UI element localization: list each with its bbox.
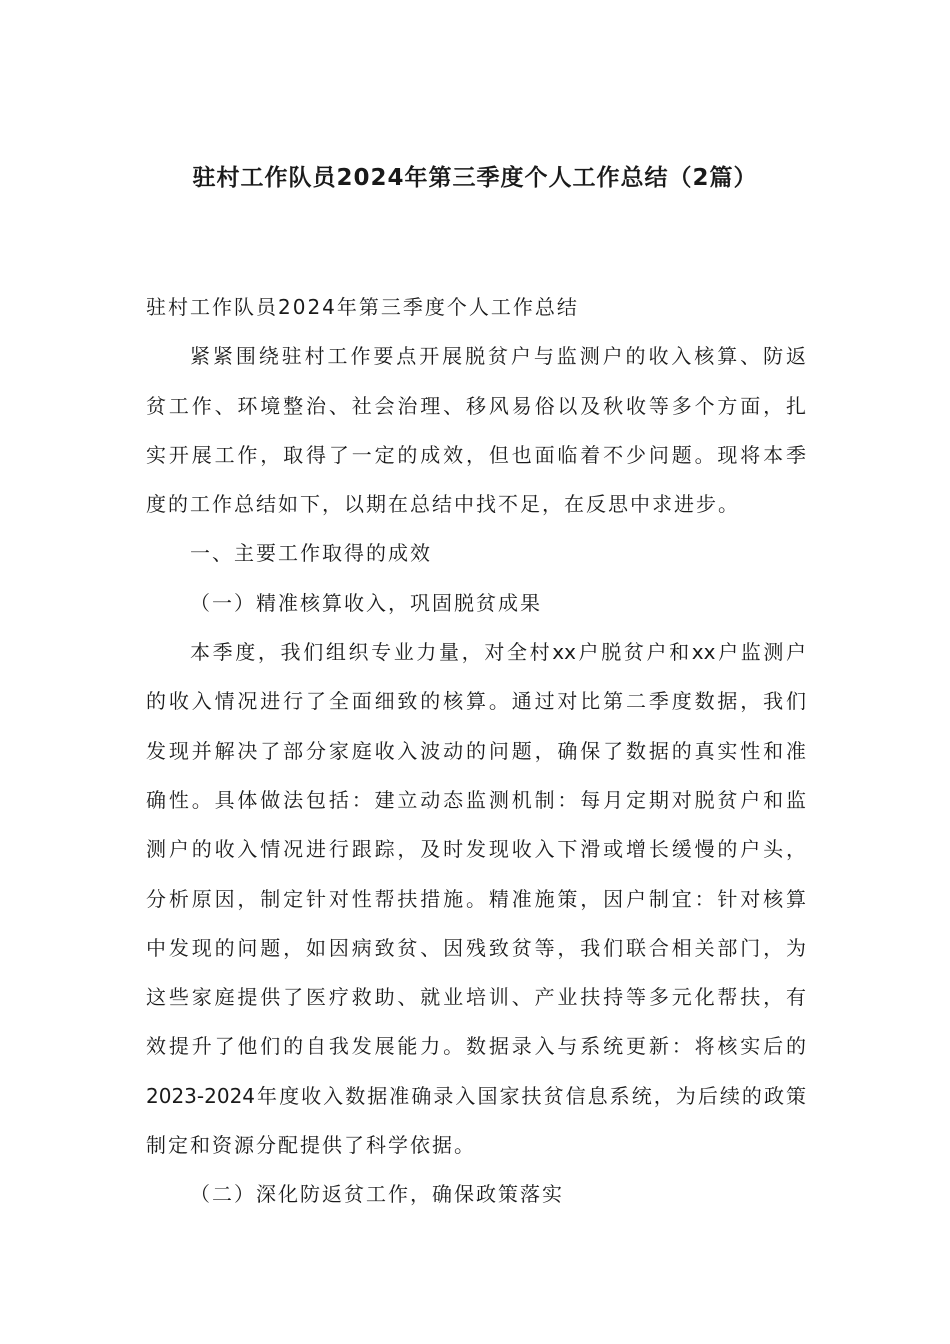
document-title: 驻村工作队员2024年第三季度个人工作总结（2篇）: [192, 165, 758, 191]
subsection-heading: （二）深化防返贫工作，确保政策落实: [190, 1182, 564, 1207]
paragraph-line: 确性。具体做法包括：建立动态监测机制：每月定期对脱贫户和监: [146, 787, 806, 812]
paragraph-line: 制定和资源分配提供了科学依据。: [146, 1133, 476, 1158]
paragraph-line: 的收入情况进行了全面细致的核算。通过对比第二季度数据，我们: [146, 689, 806, 714]
paragraph-line: 贫工作、环境整治、社会治理、移风易俗以及秋收等多个方面，扎: [146, 393, 806, 418]
subtitle-heading: 驻村工作队员2024年第三季度个人工作总结: [146, 295, 579, 319]
paragraph-line: 2023-2024年度收入数据准确录入国家扶贫信息系统，为后续的政策: [146, 1083, 806, 1108]
paragraph-line: 这些家庭提供了医疗救助、就业培训、产业扶持等多元化帮扶，有: [146, 985, 806, 1010]
paragraph-line: 紧紧围绕驻村工作要点开展脱贫户与监测户的收入核算、防返: [190, 344, 806, 369]
paragraph-line: 本季度，我们组织专业力量，对全村xx户脱贫户和xx户监测户: [190, 640, 806, 665]
paragraph-line: 中发现的问题，如因病致贫、因残致贫等，我们联合相关部门，为: [146, 935, 806, 960]
paragraph-line: 实开展工作，取得了一定的成效，但也面临着不少问题。现将本季: [146, 442, 806, 467]
paragraph-line: 效提升了他们的自我发展能力。数据录入与系统更新：将核实后的: [146, 1034, 806, 1059]
paragraph-line: 测户的收入情况进行跟踪，及时发现收入下滑或增长缓慢的户头，: [146, 837, 806, 862]
paragraph-line: 发现并解决了部分家庭收入波动的问题，确保了数据的真实性和准: [146, 738, 806, 763]
paragraph-line: 分析原因，制定针对性帮扶措施。精准施策，因户制宜：针对核算: [146, 886, 806, 911]
document-body: [146, 283, 806, 1220]
section-heading: 一、主要工作取得的成效: [190, 541, 432, 566]
subsection-heading: （一）精准核算收入，巩固脱贫成果: [190, 590, 542, 615]
paragraph-line: 度的工作总结如下，以期在总结中找不足，在反思中求进步。: [146, 492, 740, 517]
